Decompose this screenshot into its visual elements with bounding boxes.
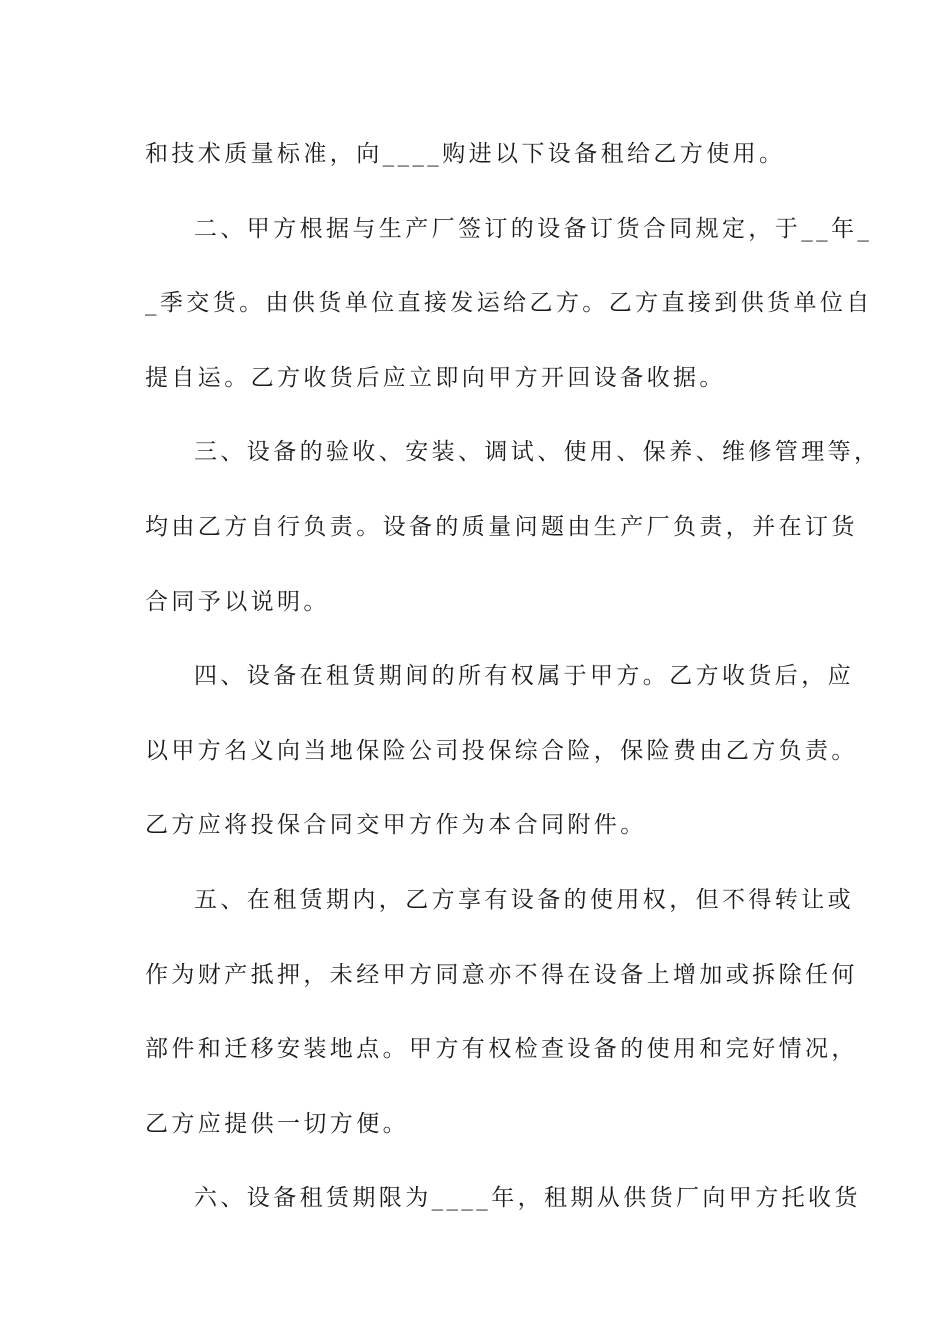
text-line: 乙方应提供一切方便。 [145,1110,409,1137]
paragraph-2-start: 二、甲方根据与生产厂签订的设备订货合同规定，于__年_ [194,215,873,242]
text-line: 部件和迁移安装地点。甲方有权检查设备的使用和完好情况， [145,1036,858,1063]
text-line: 作为财产抵押，未经甲方同意亦不得在设备上增加或拆除任何 [145,961,858,988]
paragraph-6-start: 六、设备租赁期限为____年，租期从供货厂向甲方托收货 [194,1185,861,1212]
text-line: 均由乙方自行负责。设备的质量问题由生产厂负责，并在订货 [145,513,858,540]
text-line: 提自运。乙方收货后应立即向甲方开回设备收据。 [145,364,726,391]
paragraph-3-start: 三、设备的验收、安装、调试、使用、保养、维修管理等， [194,439,881,466]
document-body [145,128,881,1247]
text-line: _季交货。由供货单位直接发运给乙方。乙方直接到供货单位自 [145,290,873,317]
text-line: 乙方应将投保合同交甲方作为本合同附件。 [145,812,647,839]
paragraph-5-start: 五、在租赁期内，乙方享有设备的使用权，但不得转让或 [194,886,854,913]
text-line: 合同予以说明。 [145,588,330,615]
text-line: 和技术质量标准，向____购进以下设备租给乙方使用。 [145,141,786,167]
text-line: 以甲方名义向当地保险公司投保综合险，保险费由乙方负责。 [145,737,858,764]
paragraph-4-start: 四、设备在租赁期间的所有权属于甲方。乙方收货后，应 [194,663,854,690]
